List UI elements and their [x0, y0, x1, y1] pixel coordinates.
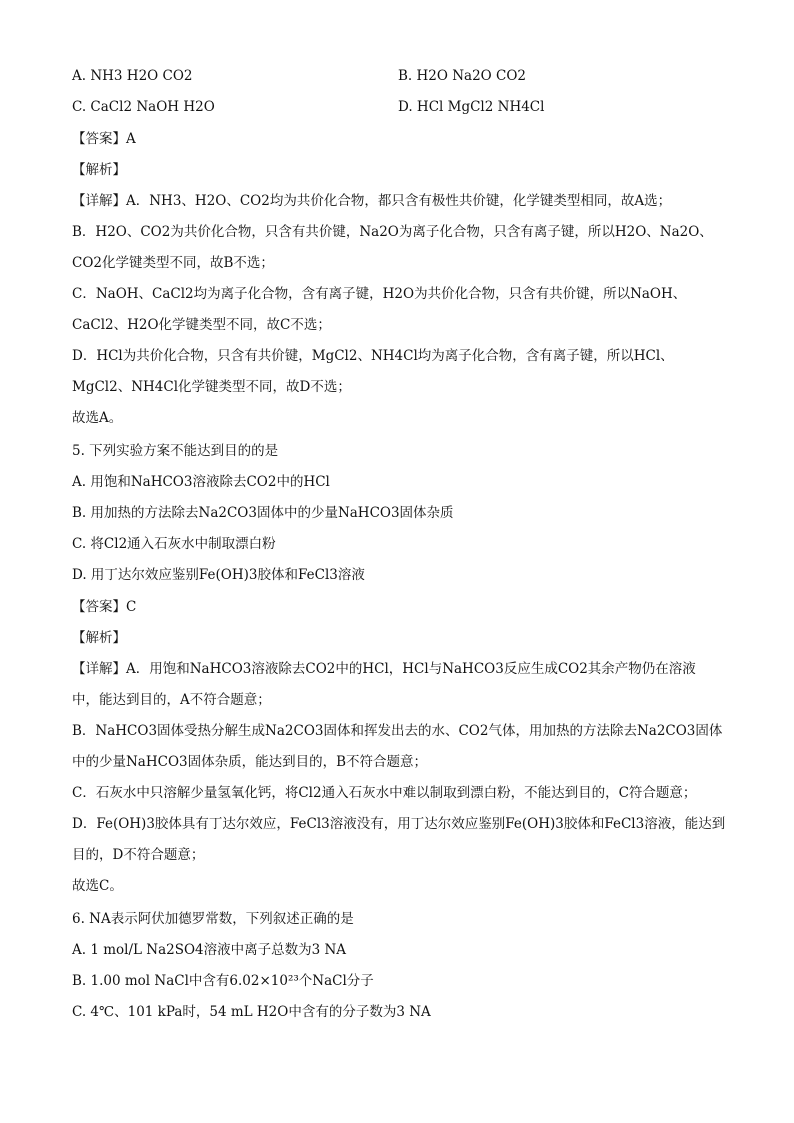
q4-option-b: B. H2O Na2O CO2 — [398, 68, 527, 84]
q4-option-d: D. HCl MgCl2 NH4Cl — [398, 99, 545, 115]
q4-detail-line-1: 【详解】A．NH3、H2O、CO2均为共价化合物，都只含有极性共价键，化学键类型相同，故A选； — [72, 193, 672, 209]
q4-detail-line-7: MgCl2、NH4Cl化学键类型不同，故D不选； — [72, 379, 351, 395]
q5-detail-line-7: 目的，D不符合题意； — [72, 847, 205, 863]
q5-detail-line-6: D．Fe(OH)3胶体具有丁达尔效应，FeCl3溶液没有，用丁达尔效应鉴别Fe(OH)3胶体和FeCl3溶液，能达到 — [72, 816, 726, 832]
q5-option-a: A. 用饱和NaHCO3溶液除去CO2中的HCl — [72, 474, 330, 490]
q5-option-d: D. 用丁达尔效应鉴别Fe(OH)3胶体和FeCl3溶液 — [72, 567, 365, 583]
q4-detail-line-5: CaCl2、H2O化学键类型不同，故C不选； — [72, 317, 331, 333]
q6-option-b: B. 1.00 mol NaCl中含有6.02×10²³个NaCl分子 — [72, 973, 374, 989]
q5-detail-line-1: 【详解】A．用饱和NaHCO3溶液除去CO2中的HCl，HCl与NaHCO3反应生成CO2其余产物仍在溶液 — [72, 661, 696, 677]
q4-answer: 【答案】A — [72, 131, 136, 147]
q5-option-b: B. 用加热的方法除去Na2CO3固体中的少量NaHCO3固体杂质 — [72, 505, 454, 521]
q5-stem: 5. 下列实验方案不能达到目的的是 — [72, 443, 279, 459]
q5-analysis-heading: 【解析】 — [72, 630, 126, 646]
q4-option-a: A. NH3 H2O CO2 — [72, 68, 193, 84]
q4-option-c: C. CaCl2 NaOH H2O — [72, 99, 215, 115]
q4-detail-line-6: D．HCl为共价化合物，只含有共价键，MgCl2、NH4Cl均为离子化合物，含有离子键，所以HCl、 — [72, 348, 674, 364]
q5-answer: 【答案】C — [72, 599, 137, 615]
q4-detail-line-3: CO2化学键类型不同，故B不选； — [72, 255, 274, 271]
q6-option-c: C. 4℃、101 kPa时，54 mL H2O中含有的分子数为3 NA — [72, 1004, 431, 1020]
q5-option-c: C. 将Cl2通入石灰水中制取漂白粉 — [72, 536, 276, 552]
q4-detail-line-2: B．H2O、CO2为共价化合物，只含有共价键，Na2O为离子化合物，只含有离子键，所以H2O、Na2O、 — [72, 224, 713, 240]
q6-option-a: A. 1 mol/L Na2SO4溶液中离子总数为3 NA — [72, 942, 347, 958]
q5-detail-line-4: 中的少量NaHCO3固体杂质，能达到目的，B不符合题意； — [72, 754, 428, 770]
q5-detail-line-2: 中，能达到目的，A不符合题意； — [72, 692, 271, 708]
q5-conclusion: 故选C。 — [72, 878, 123, 894]
q6-stem: 6. NA表示阿伏加德罗常数，下列叙述正确的是 — [72, 911, 354, 927]
q4-conclusion: 故选A。 — [72, 410, 123, 426]
q4-analysis-heading: 【解析】 — [72, 162, 126, 178]
q5-detail-line-3: B．NaHCO3固体受热分解生成Na2CO3固体和挥发出去的水、CO2气体，用加热的方法除去Na2CO3固体 — [72, 723, 723, 739]
q5-detail-line-5: C．石灰水中只溶解少量氢氧化钙，将Cl2通入石灰水中难以制取到漂白粉，不能达到目的，C符合题意； — [72, 785, 697, 801]
q4-detail-line-4: C．NaOH、CaCl2均为离子化合物，含有离子键，H2O为共价化合物，只含有共价键，所以NaOH、 — [72, 286, 687, 302]
